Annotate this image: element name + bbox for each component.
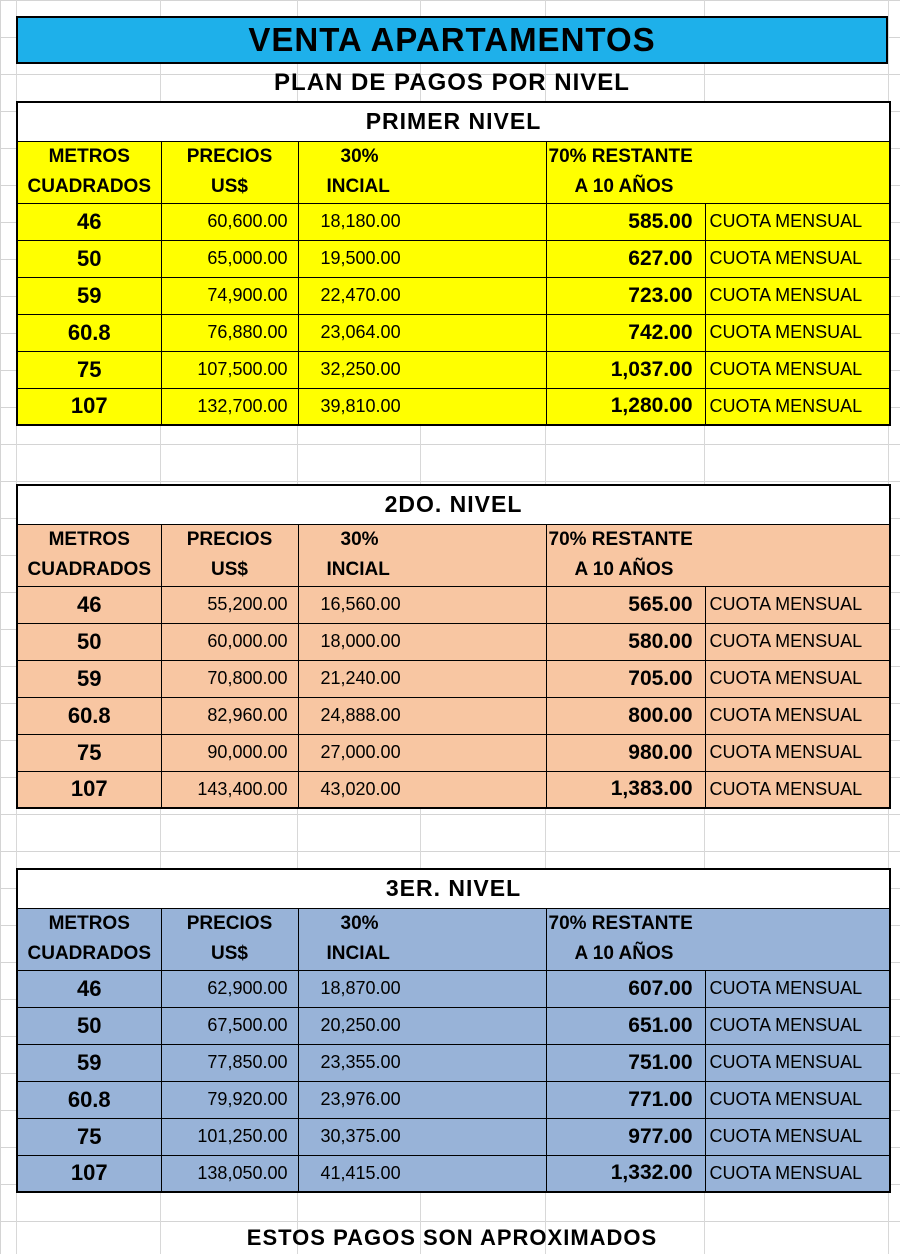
cell-initial: 39,810.00 — [298, 388, 546, 425]
cell-initial: 16,560.00 — [298, 586, 546, 623]
header-rest: 70% RESTANTE A 10 AÑOS — [546, 524, 890, 586]
cell-price: 107,500.00 — [161, 351, 298, 388]
cell-initial: 18,000.00 — [298, 623, 546, 660]
cell-initial: 23,064.00 — [298, 314, 546, 351]
header-price: PRECIOS US$ — [161, 908, 298, 970]
cell-meters: 59 — [17, 1044, 161, 1081]
table-row — [17, 771, 890, 808]
footer-note: ESTOS PAGOS SON APROXIMADOS — [246, 1225, 658, 1250]
cell-monthly-label: CUOTA MENSUAL — [705, 1118, 890, 1155]
cell-price: 79,920.00 — [161, 1081, 298, 1118]
cell-price: 67,500.00 — [161, 1007, 298, 1044]
cell-monthly: 1,037.00 — [546, 351, 705, 388]
cell-price: 74,900.00 — [161, 277, 298, 314]
cell-price: 70,800.00 — [161, 660, 298, 697]
cell-initial: 41,415.00 — [298, 1155, 546, 1192]
cell-monthly: 1,332.00 — [546, 1155, 705, 1192]
level-rows — [17, 970, 890, 1192]
cell-monthly: 800.00 — [546, 697, 705, 734]
cell-meters: 46 — [17, 203, 161, 240]
cell-monthly-label: CUOTA MENSUAL — [705, 1155, 890, 1192]
cell-price: 132,700.00 — [161, 388, 298, 425]
header-row — [17, 908, 890, 970]
cell-monthly: 651.00 — [546, 1007, 705, 1044]
cell-meters: 50 — [17, 240, 161, 277]
header-meters: METROS CUADRADOS — [17, 141, 161, 203]
cell-meters: 75 — [17, 351, 161, 388]
cell-monthly-label: CUOTA MENSUAL — [705, 314, 890, 351]
cell-price: 62,900.00 — [161, 970, 298, 1007]
table-row — [17, 351, 890, 388]
cell-monthly-label: CUOTA MENSUAL — [705, 203, 890, 240]
cell-meters: 107 — [17, 388, 161, 425]
page-subtitle: PLAN DE PAGOS POR NIVEL — [274, 69, 630, 96]
cell-meters: 75 — [17, 734, 161, 771]
cell-initial: 20,250.00 — [298, 1007, 546, 1044]
header-initial: 30% INCIAL — [298, 908, 546, 970]
table-row — [17, 586, 890, 623]
level-table-2 — [16, 484, 891, 809]
cell-price: 77,850.00 — [161, 1044, 298, 1081]
table-row — [17, 623, 890, 660]
cell-monthly-label: CUOTA MENSUAL — [705, 1044, 890, 1081]
cell-meters: 46 — [17, 586, 161, 623]
table-row — [17, 314, 890, 351]
cell-monthly: 751.00 — [546, 1044, 705, 1081]
cell-monthly-label: CUOTA MENSUAL — [705, 771, 890, 808]
page-title: VENTA APARTAMENTOS — [16, 16, 888, 64]
table-row — [17, 970, 890, 1007]
cell-meters: 59 — [17, 660, 161, 697]
level-table-1 — [16, 101, 891, 426]
cell-monthly-label: CUOTA MENSUAL — [705, 277, 890, 314]
table-row — [17, 1118, 890, 1155]
level-title: 3ER. NIVEL — [17, 869, 890, 908]
cell-meters: 60.8 — [17, 314, 161, 351]
cell-meters: 60.8 — [17, 697, 161, 734]
cell-monthly: 580.00 — [546, 623, 705, 660]
cell-price: 55,200.00 — [161, 586, 298, 623]
cell-monthly: 607.00 — [546, 970, 705, 1007]
table-row — [17, 277, 890, 314]
cell-monthly: 723.00 — [546, 277, 705, 314]
header-meters: METROS CUADRADOS — [17, 524, 161, 586]
table-row — [17, 1044, 890, 1081]
cell-monthly-label: CUOTA MENSUAL — [705, 240, 890, 277]
cell-monthly: 1,383.00 — [546, 771, 705, 808]
cell-monthly-label: CUOTA MENSUAL — [705, 1007, 890, 1044]
cell-meters: 46 — [17, 970, 161, 1007]
cell-monthly-label: CUOTA MENSUAL — [705, 388, 890, 425]
level-table-3 — [16, 868, 891, 1193]
header-meters: METROS CUADRADOS — [17, 908, 161, 970]
table-row — [17, 1081, 890, 1118]
cell-initial: 32,250.00 — [298, 351, 546, 388]
table-row — [17, 734, 890, 771]
table-row — [17, 1007, 890, 1044]
cell-monthly: 977.00 — [546, 1118, 705, 1155]
cell-monthly: 980.00 — [546, 734, 705, 771]
cell-initial: 19,500.00 — [298, 240, 546, 277]
cell-monthly-label: CUOTA MENSUAL — [705, 734, 890, 771]
cell-price: 60,600.00 — [161, 203, 298, 240]
cell-initial: 27,000.00 — [298, 734, 546, 771]
cell-monthly-label: CUOTA MENSUAL — [705, 970, 890, 1007]
cell-monthly: 1,280.00 — [546, 388, 705, 425]
header-row — [17, 524, 890, 586]
header-row — [17, 141, 890, 203]
level-rows — [17, 203, 890, 425]
cell-monthly-label: CUOTA MENSUAL — [705, 623, 890, 660]
level-rows — [17, 586, 890, 808]
cell-monthly-label: CUOTA MENSUAL — [705, 660, 890, 697]
cell-initial: 23,976.00 — [298, 1081, 546, 1118]
header-initial: 30% INCIAL — [298, 524, 546, 586]
table-row — [17, 203, 890, 240]
table-row — [17, 697, 890, 734]
header-rest: 70% RESTANTE A 10 AÑOS — [546, 141, 890, 203]
cell-price: 60,000.00 — [161, 623, 298, 660]
level-title: 2DO. NIVEL — [17, 485, 890, 524]
header-price: PRECIOS US$ — [161, 141, 298, 203]
cell-monthly-label: CUOTA MENSUAL — [705, 586, 890, 623]
cell-meters: 50 — [17, 623, 161, 660]
cell-monthly: 771.00 — [546, 1081, 705, 1118]
cell-monthly: 742.00 — [546, 314, 705, 351]
cell-price: 101,250.00 — [161, 1118, 298, 1155]
cell-monthly: 585.00 — [546, 203, 705, 240]
table-row — [17, 240, 890, 277]
cell-meters: 50 — [17, 1007, 161, 1044]
table-row — [17, 388, 890, 425]
table-row — [17, 660, 890, 697]
cell-price: 76,880.00 — [161, 314, 298, 351]
cell-price: 82,960.00 — [161, 697, 298, 734]
cell-price: 90,000.00 — [161, 734, 298, 771]
cell-initial: 24,888.00 — [298, 697, 546, 734]
header-initial: 30% INCIAL — [298, 141, 546, 203]
level-title: PRIMER NIVEL — [17, 102, 890, 141]
cell-monthly-label: CUOTA MENSUAL — [705, 697, 890, 734]
cell-price: 143,400.00 — [161, 771, 298, 808]
cell-monthly: 627.00 — [546, 240, 705, 277]
cell-initial: 22,470.00 — [298, 277, 546, 314]
cell-meters: 60.8 — [17, 1081, 161, 1118]
header-rest: 70% RESTANTE A 10 AÑOS — [546, 908, 890, 970]
cell-price: 138,050.00 — [161, 1155, 298, 1192]
cell-monthly-label: CUOTA MENSUAL — [705, 351, 890, 388]
cell-price: 65,000.00 — [161, 240, 298, 277]
cell-meters: 59 — [17, 277, 161, 314]
header-price: PRECIOS US$ — [161, 524, 298, 586]
cell-initial: 18,180.00 — [298, 203, 546, 240]
cell-initial: 30,375.00 — [298, 1118, 546, 1155]
cell-meters: 107 — [17, 771, 161, 808]
cell-initial: 18,870.00 — [298, 970, 546, 1007]
cell-initial: 23,355.00 — [298, 1044, 546, 1081]
cell-monthly: 565.00 — [546, 586, 705, 623]
cell-initial: 43,020.00 — [298, 771, 546, 808]
cell-meters: 107 — [17, 1155, 161, 1192]
cell-meters: 75 — [17, 1118, 161, 1155]
cell-initial: 21,240.00 — [298, 660, 546, 697]
cell-monthly: 705.00 — [546, 660, 705, 697]
cell-monthly-label: CUOTA MENSUAL — [705, 1081, 890, 1118]
table-row — [17, 1155, 890, 1192]
